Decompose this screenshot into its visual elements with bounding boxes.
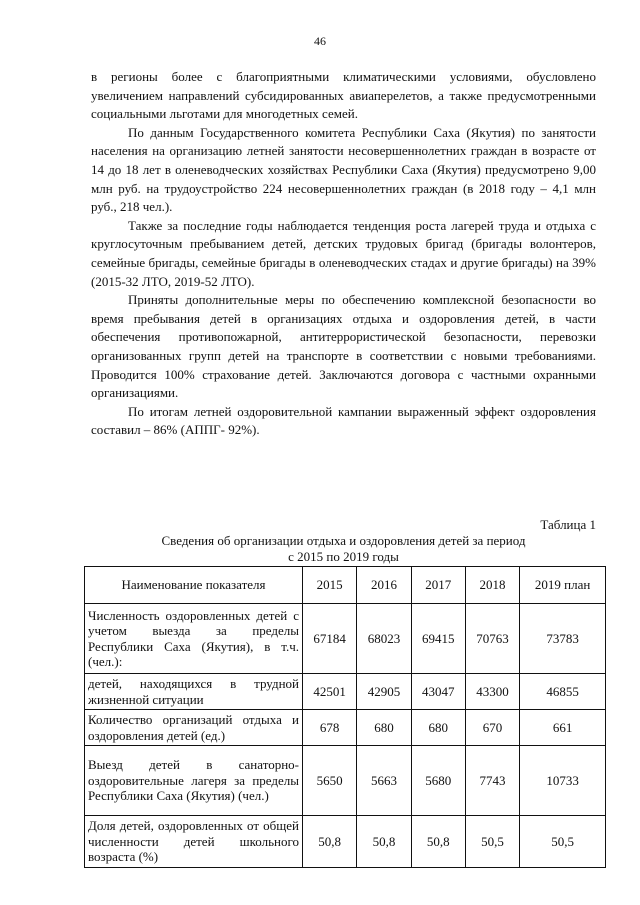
cell-value: 50,5 [520,816,606,868]
cell-value: 50,8 [303,816,357,868]
table-row [85,604,606,674]
cell-value: 50,8 [357,816,411,868]
cell-value: 678 [303,710,357,746]
cell-value: 67184 [303,604,357,674]
cell-value: 68023 [357,604,411,674]
cell-value: 73783 [520,604,606,674]
row-name: Доля детей, оздоровленных от общей численности детей школьного возраста (%) [85,816,303,868]
header-year: 2019 план [520,567,606,604]
cell-value: 70763 [465,604,519,674]
cell-value: 5663 [357,746,411,816]
table-row [85,710,606,746]
table-caption [91,533,596,564]
paragraph: Приняты дополнительные меры по обеспечению комплексной безопасности во время пребывания детей в организациях отдыха и оздоровления детей, в части обеспечения противопожарной, антитеррористической безопасности, перевозки организованных групп детей на транспорте в соответствии с новыми требованиями. Проводится 100% страхование детей. Заключаются договора с частными охранными организациями. [91,292,596,401]
cell-value: 43047 [411,674,465,710]
header-year: 2016 [357,567,411,604]
cell-value: 10733 [520,746,606,816]
paragraph: Также за последние годы наблюдается тенденция роста лагерей труда и отдыха с круглосуточным пребыванием детей, детских трудовых бригад (бригады волонтеров, семейные бригады, семейные бригады в оленеводческих стадах и другие бригады) на 39% (2015-32 ЛТО, 2019-52 ЛТО). [91,217,596,289]
table-row [85,816,606,868]
row-name: детей, находящихся в трудной жизненной ситуации [85,674,303,710]
table-row [85,674,606,710]
paragraph: в регионы более с благоприятными климатическими условиями, обусловлено увеличением направлений субсидированных авиаперелетов, а также предусмотренными социальными льготами для многодетных семей. [91,69,596,122]
page-number: 46 [314,34,326,48]
cell-value: 42501 [303,674,357,710]
cell-value: 661 [520,710,606,746]
paragraph: По данным Государственного комитета Республики Саха (Якутия) по занятости населения на организацию летней занятости несовершеннолетних граждан в возрасте от 14 до 18 лет в оленеводческих хозяйствах Республики Саха (Якутия) предусмотрено 9,00 млн руб. на трудоустройство 224 несовершеннолетних граждан (в 2018 году – 4,1 млн руб., 218 чел.). [91,124,596,215]
body-text [91,68,596,440]
row-name: Численность оздоровленных детей с учетом выезда за пределы Республики Саха (Якутия), в т.ч. (чел.): [85,604,303,674]
header-name: Наименование показателя [85,567,303,604]
cell-value: 42905 [357,674,411,710]
cell-value: 680 [411,710,465,746]
table-caption-line: Сведения об организации отдыха и оздоровления детей за период [161,533,526,548]
cell-value: 5650 [303,746,357,816]
header-year: 2017 [411,567,465,604]
header-year: 2018 [465,567,519,604]
cell-value: 680 [357,710,411,746]
paragraph: По итогам летней оздоровительной кампании выраженный эффект оздоровления составил – 86% (АППГ- 92%). [91,403,596,438]
cell-value: 43300 [465,674,519,710]
table-header-row [85,567,606,604]
row-name: Выезд детей в санаторно-оздоровительные лагеря за пределы Республики Саха (Якутия) (чел.) [85,746,303,816]
cell-value: 5680 [411,746,465,816]
header-year: 2015 [303,567,357,604]
table-row [85,746,606,816]
cell-value: 69415 [411,604,465,674]
cell-value: 46855 [520,674,606,710]
cell-value: 50,8 [411,816,465,868]
row-name: Количество организаций отдыха и оздоровления детей (ед.) [85,710,303,746]
data-table [84,566,606,868]
cell-value: 7743 [465,746,519,816]
cell-value: 50,5 [465,816,519,868]
cell-value: 670 [465,710,519,746]
table-caption-line: с 2015 по 2019 годы [288,548,399,564]
table-label: Таблица 1 [540,517,596,532]
